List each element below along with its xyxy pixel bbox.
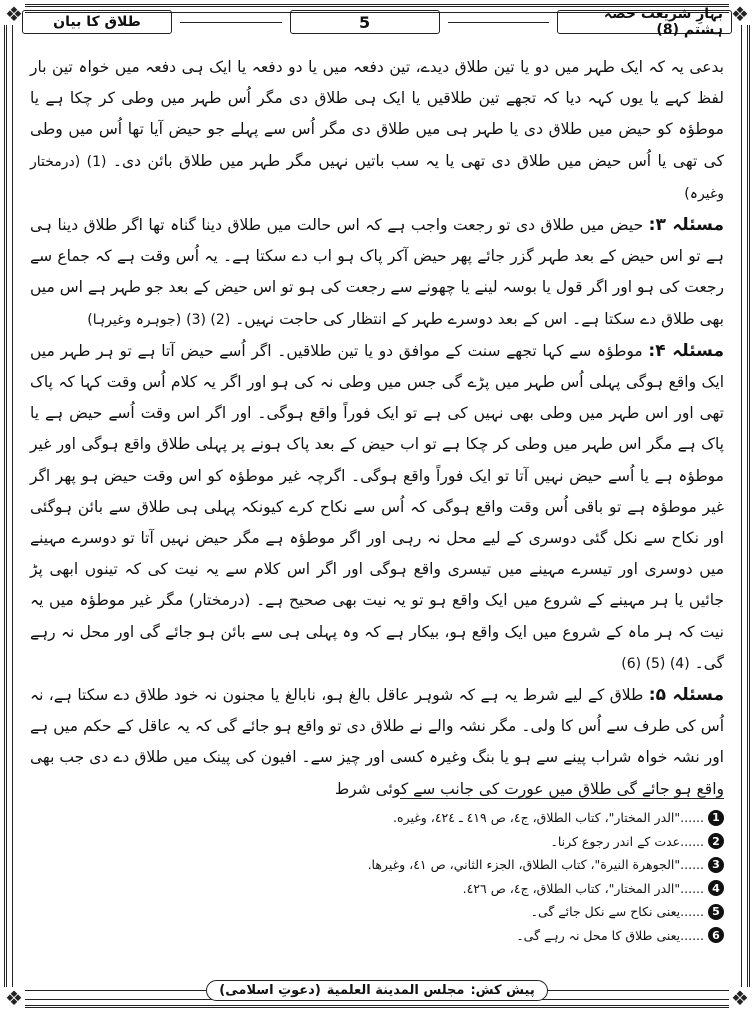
chapter-title: طلاق کا بیان — [22, 10, 172, 34]
paragraph — [30, 336, 724, 680]
masala-heading: مسئلہ ۴: — [648, 340, 724, 361]
footnote-marker: (1) — [86, 153, 107, 170]
paragraph-text: بدعی یہ کہ ایک طہر میں دو یا تین طلاق دیدے، تین دفعہ میں یا دو دفعہ یا ایک ہی دفعہ میں خواہ تین بار لفظ کہے یا یوں کہہ دیا کہ تجھے تین طلاقیں یا ایک ہی طلاق دی مگر اُس طہر میں وطی کر چکا ہے یا موطؤہ کو حیض میں طلاق دی یا طہر ہی میں طلاق دی مگر اُس سے پہلے جو حیض آیا تھا اُس میں وطی کی تھی یا اُس حیض میں طلاق دی تھی یا یہ سب باتیں نہیں مگر طہر میں طلاق بائن دی۔ — [30, 58, 724, 170]
footnote — [30, 806, 724, 830]
paragraph — [30, 680, 724, 806]
footnote-text: ......یعنی نکاح سے نکل جائے گی۔ — [530, 904, 704, 920]
footnote — [30, 900, 724, 924]
page-number: 5 — [290, 10, 440, 34]
footnote-text: ......یعنی طلاق کا محل نہ رہے گی۔ — [516, 927, 704, 943]
footnotes — [30, 806, 724, 947]
footnote-number: 5 — [708, 904, 724, 920]
footnote-text: ......"الجوهرة النيرة"، كتاب الطلاق، الجزء الثاني، ص ٤١، وغيرها. — [367, 857, 704, 873]
footnote — [30, 924, 724, 948]
footnote-text: ......عدت کے اندر رجوع کرنا۔ — [550, 833, 704, 849]
footnote-number: 4 — [708, 880, 724, 896]
corner-ornament-icon: ❖ — [729, 3, 751, 25]
corner-ornament-icon: ❖ — [3, 3, 25, 25]
footnote-text: ......"الدر المختار"، كتاب الطلاق، ج٤، ص ٤١٩ ـ ٤٢٤، وغيره. — [393, 810, 704, 826]
publisher-credit — [206, 980, 547, 1001]
header-rule — [448, 22, 550, 23]
header-rule — [180, 22, 282, 23]
footnote-separator — [400, 798, 724, 799]
source-reference: (درمختار وغیرہ) — [30, 153, 724, 202]
paragraph — [30, 210, 724, 336]
running-footer — [22, 976, 732, 1004]
publisher-sub: (دعوتِ اسلامی) — [219, 982, 321, 998]
footnote-marker: (4) (5) (6) — [621, 655, 690, 672]
footnote-number: 1 — [708, 810, 724, 826]
corner-ornament-icon: ❖ — [3, 987, 25, 1009]
main-text — [30, 52, 724, 806]
corner-ornament-icon: ❖ — [729, 987, 751, 1009]
publisher-name: مجلس المدينة العلمية — [326, 982, 465, 998]
footnote — [30, 830, 724, 854]
paragraph-text: طلاق کے لیے شرط یہ ہے کہ شوہر عاقل بالغ ہو، نابالغ یا مجنون نہ خود طلاق دے سکتا ہے، نہ اُس کی طرف سے اُس کا ولی۔ مگر نشہ والے نے طلاق دی تو واقع ہو جائے گی کہ یہ عاقل کے حکم میں ہے اور نشہ خواہ شراب پینے سے ہو یا بنگ وغیرہ کسی اور چیز سے۔ افیون کی پینک میں طلاق دے دی جب بھی واقع ہو جائے گی طلاق میں عورت کی جانب سے کوئی شرط — [30, 686, 724, 798]
paragraph-text: موطؤہ سے کہا تجھے سنت کے موافق دو یا تین طلاقیں۔ اگر اُسے حیض آتا ہے تو ہر طہر میں ایک واقع ہوگی پہلی اُس طہر میں پڑے گی جس میں وطی نہ کی ہو اور اگر یہ کلام اُس وقت کہا کہ پاک تھی اور اس طہر میں وطی بھی نہیں کی ہے تو ایک فوراً واقع ہوگی۔ اور اگر اس وقت اُسے حیض ہے یا پاک ہے مگر اس طہر میں وطی کر چکا ہے تو اب حیض کے بعد پاک ہونے پر پہلی طلاق واقع ہوگی اور غیر موطؤہ ہے یا اُسے حیض نہیں آتا تو ایک فوراً واقع ہوگی۔ اگرچہ غیر موطؤہ کو اس وقت حیض ہو پھر اگر غیر موطؤہ ہے تو باقی اُس وقت واقع ہوگی کہ اُس سے نکاح کرے کیونکہ پہلی ہی طلاق سے بائن ہوگئی اور نکاح سے نکل گئی دوسری کے لیے محل نہ رہی اور اگر موطؤہ ہے مگر حیض نہیں آتا تو دوسرے مہینے میں دوسری اور تیسرے مہینے میں تیسری واقع ہوگی اور اگر اس کلام سے یہ نیت کی کہ تینوں ابھی پڑ جائیں یا ہر مہینے کے شروع میں ایک واقع ہو تو یہ نیت بھی صحیح ہے۔ (درمختار) مگر غیر موطؤہ میں یہ نیت کہ ہر ماہ کے شروع میں ایک واقع ہو، بیکار ہے کہ وہ پہلی ہی سے بائن ہو جائے گی اور محل نہ رہے گی۔ — [30, 341, 724, 672]
footnote-number: 6 — [708, 927, 724, 943]
footnote-text: ......"الدر المختار"، كتاب الطلاق، ج٤، ص ٤٢٦. — [462, 880, 704, 896]
source-reference: (جوہرہ وغیرہا) — [87, 311, 182, 328]
masala-heading: مسئلہ ۵: — [648, 685, 724, 706]
footnote-number: 2 — [708, 833, 724, 849]
masala-heading: مسئلہ ۳: — [648, 215, 724, 236]
footer-label: پیش کش: — [470, 982, 535, 998]
paragraph — [30, 52, 724, 210]
running-header — [22, 8, 732, 36]
paragraph-text: حیض میں طلاق دی تو رجعت واجب ہے کہ اس حالت میں طلاق دینا گناہ تھا اگر طلاق دینا ہی ہے تو اس حیض کے بعد طہر گزر جائے پھر حیض آکر پاک ہو اب دے سکتا ہے۔ یہ اُس وقت ہے کہ جماع سے رجعت کی ہو اور اگر قول یا بوسہ لینے یا چھونے سے رجعت کی ہو تو اس حیض کے بعد جو طہر ہے اس میں بھی طلاق دے سکتا ہے۔ اس کے بعد دوسرے طہر کے انتظار کی حاجت نہیں۔ — [30, 216, 724, 328]
footnote — [30, 853, 724, 877]
book-title: بہارِ شریعت حصہ ہشتم (8) — [557, 10, 732, 34]
footnote — [30, 877, 724, 901]
footnote-marker: (2) (3) — [186, 311, 231, 328]
footnote-number: 3 — [708, 857, 724, 873]
